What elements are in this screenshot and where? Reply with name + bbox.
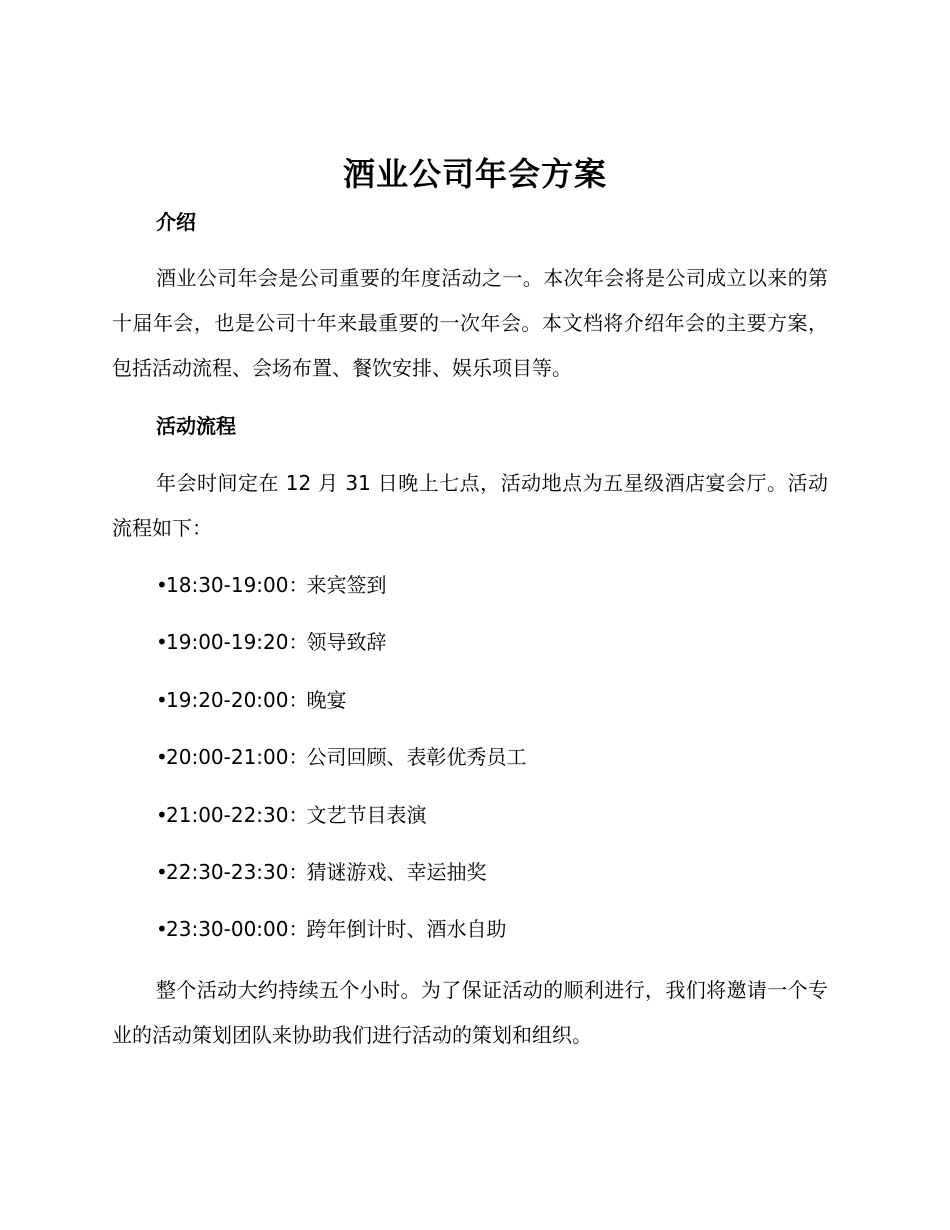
schedule-item [156,858,487,886]
section-heading-schedule: 活动流程 [156,414,236,438]
schedule-time: 21:00-22:30 [166,803,289,827]
schedule-activity: 猜谜游戏、幸运抽奖 [306,860,487,884]
schedule-time: 18:30-19:00 [166,573,289,597]
schedule-item [156,915,507,943]
schedule-separator: ： [288,745,309,769]
schedule-activity: 文艺节目表演 [306,803,427,827]
schedule-time: 23:30-00:00 [166,917,289,941]
closing-paragraph: 整个活动大约持续五个小时。为了保证活动的顺利进行，我们将邀请一个专业的活动策划团队来协助我们进行活动的策划和组织。 [112,978,828,1047]
schedule-item [156,801,427,829]
schedule-time: 20:00-21:00 [166,745,289,769]
bullet-icon: • [156,917,168,941]
schedule-separator: ： [288,860,309,884]
schedule-separator: ： [288,803,309,827]
schedule-activity: 晚宴 [306,688,347,712]
schedule-item [156,743,527,771]
bullet-icon: • [156,630,168,654]
schedule-separator: ： [288,688,309,712]
schedule-time: 19:00-19:20 [166,630,289,654]
schedule-item [156,571,387,599]
schedule-time: 22:30-23:30 [166,860,289,884]
schedule-activity: 跨年倒计时、酒水自助 [306,917,507,941]
schedule-activity: 领导致辞 [306,630,387,654]
schedule-separator: ： [288,630,309,654]
schedule-item [156,686,347,714]
schedule-activity: 公司回顾、表彰优秀员工 [306,745,527,769]
bullet-icon: • [156,860,168,884]
section-heading-intro: 介绍 [156,210,196,234]
schedule-separator: ： [288,573,309,597]
schedule-intro-paragraph: 年会时间定在 12 月 31 日晚上七点，活动地点为五星级酒店宴会厅。活动流程如下： [112,471,828,540]
schedule-item [156,628,387,656]
schedule-separator: ： [288,917,309,941]
bullet-icon: • [156,745,168,769]
schedule-activity: 来宾签到 [306,573,387,597]
bullet-icon: • [156,688,168,712]
bullet-icon: • [156,573,168,597]
document-title: 酒业公司年会方案 [342,155,607,193]
schedule-time: 19:20-20:00 [166,688,289,712]
bullet-icon: • [156,803,168,827]
intro-paragraph: 酒业公司年会是公司重要的年度活动之一。本次年会将是公司成立以来的第十届年会，也是公司十年来最重要的一次年会。本文档将介绍年会的主要方案，包括活动流程、会场布置、餐饮安排、娱乐项目等。 [112,266,828,380]
